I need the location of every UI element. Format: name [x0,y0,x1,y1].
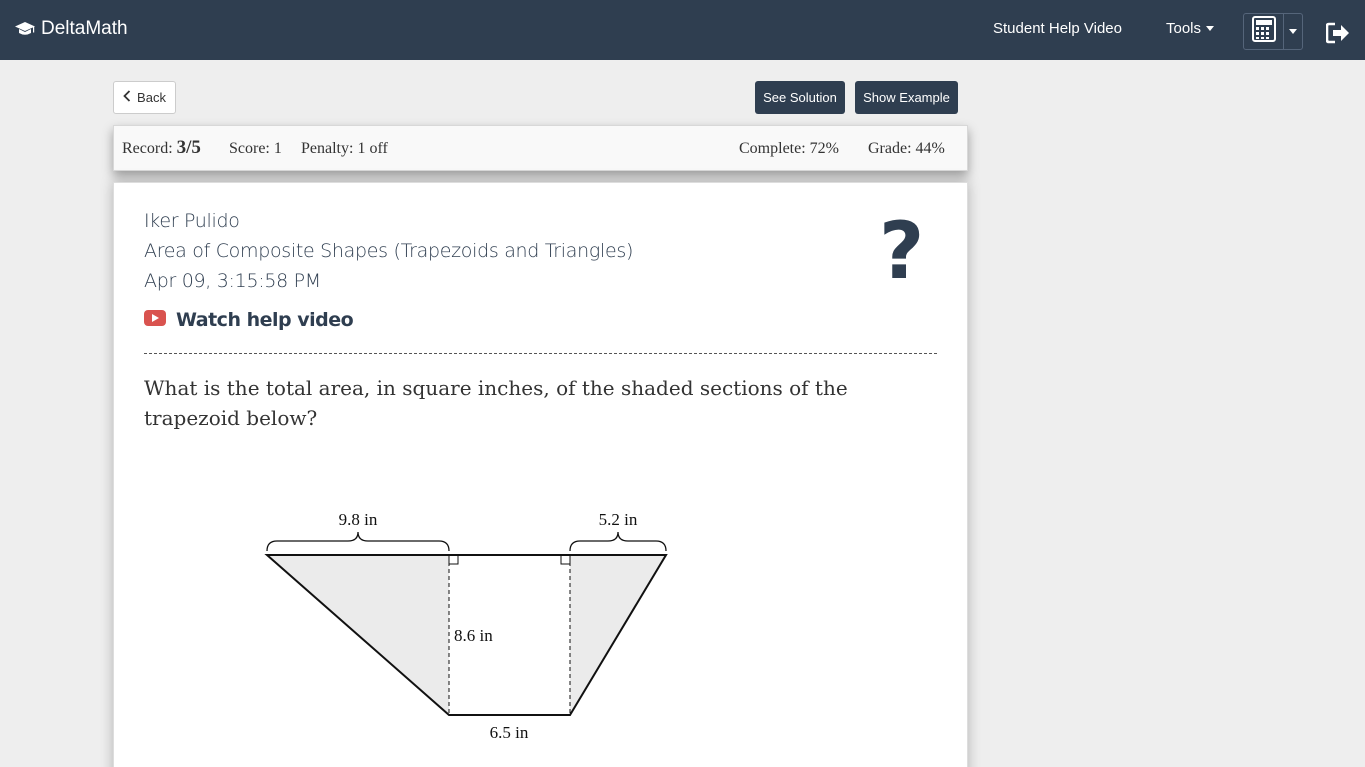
record-value: 3/5 [176,137,201,158]
trapezoid-figure [114,483,814,767]
back-label: Back [137,90,166,105]
graduation-cap-icon [15,21,35,37]
calculator-button[interactable] [1244,14,1283,49]
watch-help-video-link[interactable] [144,309,353,331]
bottom-label: 6.5 in [489,723,529,742]
sign-out-icon [1326,31,1350,48]
record-label: Record: [122,140,173,157]
height-label: 8.6 in [454,626,493,645]
calculator-dropdown-toggle[interactable] [1283,14,1302,49]
grade-text: Grade: 44% [868,140,945,157]
logout-button[interactable] [1326,22,1350,49]
tools-label: Tools [1166,20,1202,37]
student-help-video-link[interactable]: Student Help Video [993,20,1122,37]
calculator-button-group [1243,13,1303,50]
left-brace [267,532,449,551]
chevron-left-icon [123,90,131,105]
record-bar [113,125,968,171]
question-text: What is the total area, in square inches, of the shaded sections of the trapezoid below? [144,376,848,430]
right-angle-marker-right [561,555,570,564]
student-name: Iker Pulido [144,210,240,232]
complete-text: Complete: 72% [739,140,839,157]
help-question-icon[interactable]: ? [879,207,925,297]
score-text: Score: 1 [229,140,282,157]
caret-down-icon [1206,26,1214,31]
left-width-label: 9.8 in [338,510,378,529]
see-solution-button[interactable]: See Solution [755,81,845,114]
penalty-text: Penalty: 1 off [301,140,388,157]
right-angle-marker-left [449,555,458,564]
back-button[interactable] [113,81,176,114]
tools-dropdown[interactable] [1166,20,1214,37]
calculator-icon [1252,16,1276,47]
divider [144,353,937,354]
record-status [122,137,201,159]
top-navbar [0,0,1365,60]
watch-help-video-label: Watch help video [176,309,354,331]
problem-topic: Area of Composite Shapes (Trapezoids and Triangles) [144,240,634,262]
youtube-icon [144,310,166,331]
show-example-button[interactable]: Show Example [855,81,958,114]
problem-timestamp: Apr 09, 3:15:58 PM [144,270,321,292]
right-brace [570,532,666,551]
problem-card [113,182,968,767]
caret-down-icon [1289,29,1297,34]
right-width-label: 5.2 in [598,510,638,529]
brand-link[interactable] [15,18,128,40]
brand-name: DeltaMath [41,18,128,39]
